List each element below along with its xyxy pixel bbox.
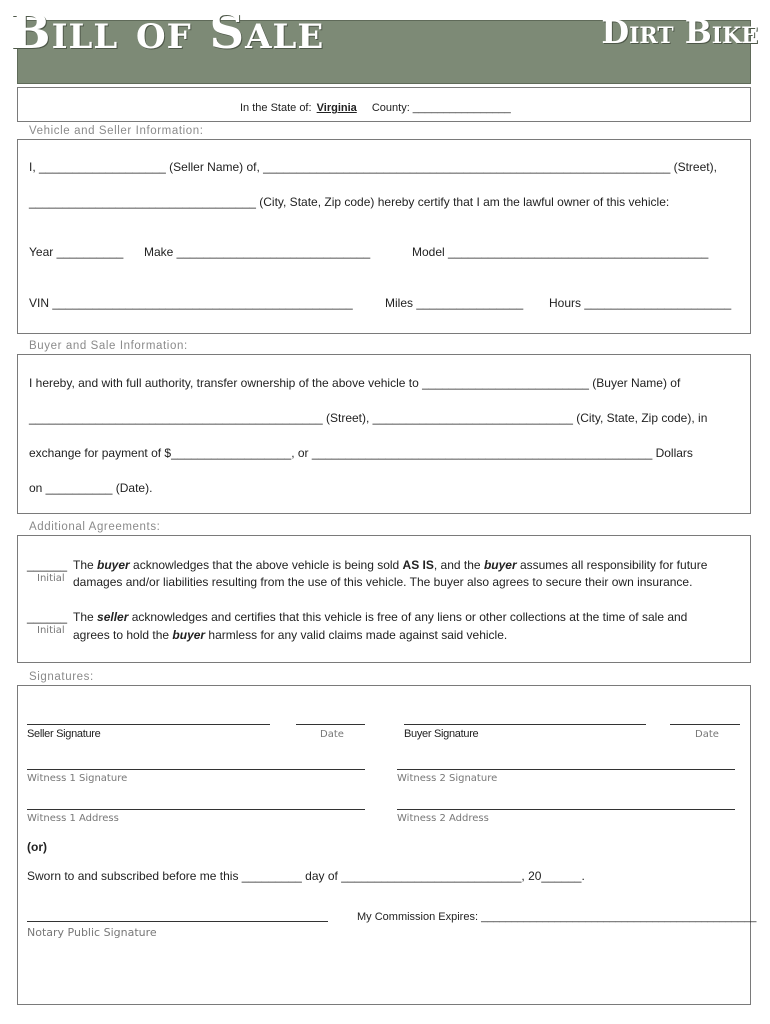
buyer-date-label: Date [695, 729, 719, 740]
buyer-signature-label: Buyer Signature [404, 728, 479, 740]
notary-signature-line[interactable] [27, 921, 328, 922]
witness1-signature-label: Witness 1 Signature [27, 773, 128, 784]
seller-name-line[interactable]: I, ___________________ (Seller Name) of, _____________________________________________________________ (Street), [29, 160, 717, 174]
agreements-section-label: Additional Agreements: [29, 521, 161, 533]
seller-date-line[interactable] [296, 724, 365, 725]
witness2-address-label: Witness 2 Address [397, 813, 489, 824]
seller-initial-label: Initial [37, 625, 65, 636]
witness1-signature-line[interactable] [27, 769, 365, 770]
payment-line[interactable]: exchange for payment of $__________________, or ___________________________________________________ Dollars [29, 446, 693, 460]
sworn-line[interactable]: Sworn to and subscribed before me this _________ day of ___________________________, 20______. [27, 869, 585, 883]
buyer-signature-line[interactable] [404, 724, 646, 725]
miles-field[interactable]: Miles ________________ [385, 296, 524, 310]
seller-initial-blank[interactable]: ______ [27, 610, 68, 624]
witness1-address-line[interactable] [27, 809, 365, 810]
notary-signature-label: Notary Public Signature [27, 926, 157, 939]
state-value[interactable]: Virginia [316, 102, 357, 114]
buyer-address-line[interactable]: ____________________________________________ (Street), ______________________________ (City, State, Zip code), in [29, 411, 708, 425]
witness2-address-line[interactable] [397, 809, 735, 810]
seller-city-line[interactable]: __________________________________ (City, State, Zip code) hereby certify that I am the lawful owner of this vehicle: [29, 195, 670, 209]
transfer-line[interactable]: I hereby, and with full authority, transfer ownership of the above vehicle to _________________________ (Buyer Name) of [29, 376, 681, 390]
agreements-section-box [17, 535, 751, 663]
buyer-initial-blank[interactable]: ______ [27, 558, 68, 572]
document-subtitle: Dirt Bike [601, 13, 758, 51]
witness2-signature-label: Witness 2 Signature [397, 773, 498, 784]
hours-field[interactable]: Hours ______________________ [549, 296, 732, 310]
seller-date-label: Date [320, 729, 344, 740]
buyer-initial-label: Initial [37, 573, 65, 584]
agreement-liens-line1: The seller acknowledges and certifies that this vehicle is free of any liens or other collections at the time of sale and [73, 610, 688, 624]
signatures-section-label: Signatures: [29, 671, 94, 683]
agreement-as-is-line2: damages and/or liabilities resulting from the use of this vehicle. The buyer also agrees to secure their own insurance. [73, 575, 693, 589]
buyer-section-label: Buyer and Sale Information: [29, 340, 188, 352]
vin-field[interactable]: VIN _____________________________________________ [29, 296, 353, 310]
commission-expires-field[interactable]: My Commission Expires: _____________________________________________ [357, 911, 757, 923]
county-field[interactable]: County: ________________ [371, 102, 511, 114]
document-title: Bill of Sale [10, 4, 325, 60]
model-field[interactable]: Model _______________________________________ [412, 245, 709, 259]
state-label: In the State of: [240, 102, 312, 114]
or-label: (or) [27, 840, 47, 854]
seller-signature-label: Seller Signature [27, 728, 101, 740]
seller-signature-line[interactable] [27, 724, 270, 725]
state-line [240, 102, 511, 114]
agreement-as-is-line1: The buyer acknowledges that the above vehicle is being sold AS IS, and the buyer assumes all responsibility for future [73, 558, 708, 572]
vehicle-section-label: Vehicle and Seller Information: [29, 125, 204, 137]
witness1-address-label: Witness 1 Address [27, 813, 119, 824]
year-field[interactable]: Year __________ [29, 245, 124, 259]
signatures-section-box [17, 685, 751, 1005]
buyer-date-line[interactable] [670, 724, 740, 725]
make-field[interactable]: Make _____________________________ [144, 245, 371, 259]
agreement-liens-line2: agrees to hold the buyer harmless for any valid claims made against said vehicle. [73, 628, 508, 642]
witness2-signature-line[interactable] [397, 769, 735, 770]
sale-date-line[interactable]: on __________ (Date). [29, 481, 153, 495]
